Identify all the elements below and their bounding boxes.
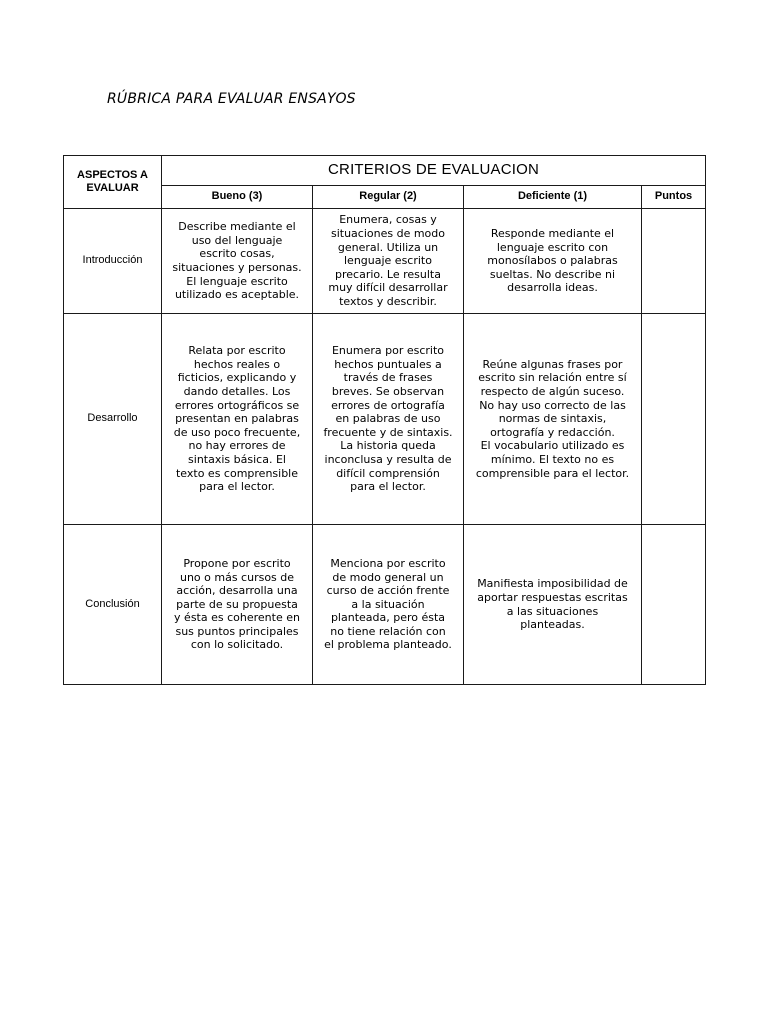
header-row-criteria [64, 156, 706, 186]
document-title: RÚBRICA PARA EVALUAR ENSAYOS [107, 91, 356, 107]
points-cell [642, 525, 706, 685]
table-row [64, 314, 706, 525]
level-header-points: Puntos [642, 185, 706, 208]
table-row [64, 525, 706, 685]
rubric-table [63, 155, 706, 685]
criterion-cell-deficient: Responde mediante el lenguaje escrito con monosílabos o palabras sueltas. No describe ni desarrolla ideas. [464, 209, 642, 314]
aspect-label-conclusion: Conclusión [64, 525, 162, 685]
aspects-header: ASPECTOS A EVALUAR [64, 156, 162, 209]
level-header-good: Bueno (3) [162, 185, 313, 208]
level-header-regular: Regular (2) [313, 185, 464, 208]
criterion-cell-deficient: Manifiesta imposibilidad de aportar respuestas escritas a las situaciones planteadas. [464, 525, 642, 685]
aspect-label-desarrollo: Desarrollo [64, 314, 162, 525]
criterion-cell-good: Relata por escrito hechos reales o ficticios, explicando y dando detalles. Los errores ortográficos se presentan en palabras de uso poco frecuente, no hay errores de sintaxis básica. El texto es comprensible para el lector. [162, 314, 313, 525]
criteria-header: CRITERIOS DE EVALUACION [162, 156, 706, 186]
criterion-cell-regular: Menciona por escrito de modo general un curso de acción frente a la situación planteada, pero ésta no tiene relación con el problema planteado. [313, 525, 464, 685]
criterion-cell-good: Propone por escrito uno o más cursos de acción, desarrolla una parte de su propuesta y ésta es coherente en sus puntos principales con lo solicitado. [162, 525, 313, 685]
level-header-deficient: Deficiente (1) [464, 185, 642, 208]
points-cell [642, 314, 706, 525]
criterion-cell-deficient: Reúne algunas frases por escrito sin relación entre sí respecto de algún suceso. No hay uso correcto de las normas de sintaxis, ortografía y redacción. El vocabulario utilizado es mínimo. El texto no es comprensible para el lector. [464, 314, 642, 525]
criterion-cell-good: Describe mediante el uso del lenguaje escrito cosas, situaciones y personas. El lenguaje escrito utilizado es aceptable. [162, 209, 313, 314]
table-row [64, 209, 706, 314]
points-cell [642, 209, 706, 314]
aspect-label-introduccion: Introducción [64, 209, 162, 314]
criterion-cell-regular: Enumera por escrito hechos puntuales a través de frases breves. Se observan errores de ortografía en palabras de uso frecuente y de sintaxis. La historia queda inconclusa y resulta de difícil comprensión para el lector. [313, 314, 464, 525]
criterion-cell-regular: Enumera, cosas y situaciones de modo general. Utiliza un lenguaje escrito precario. Le resulta muy difícil desarrollar textos y describir. [313, 209, 464, 314]
